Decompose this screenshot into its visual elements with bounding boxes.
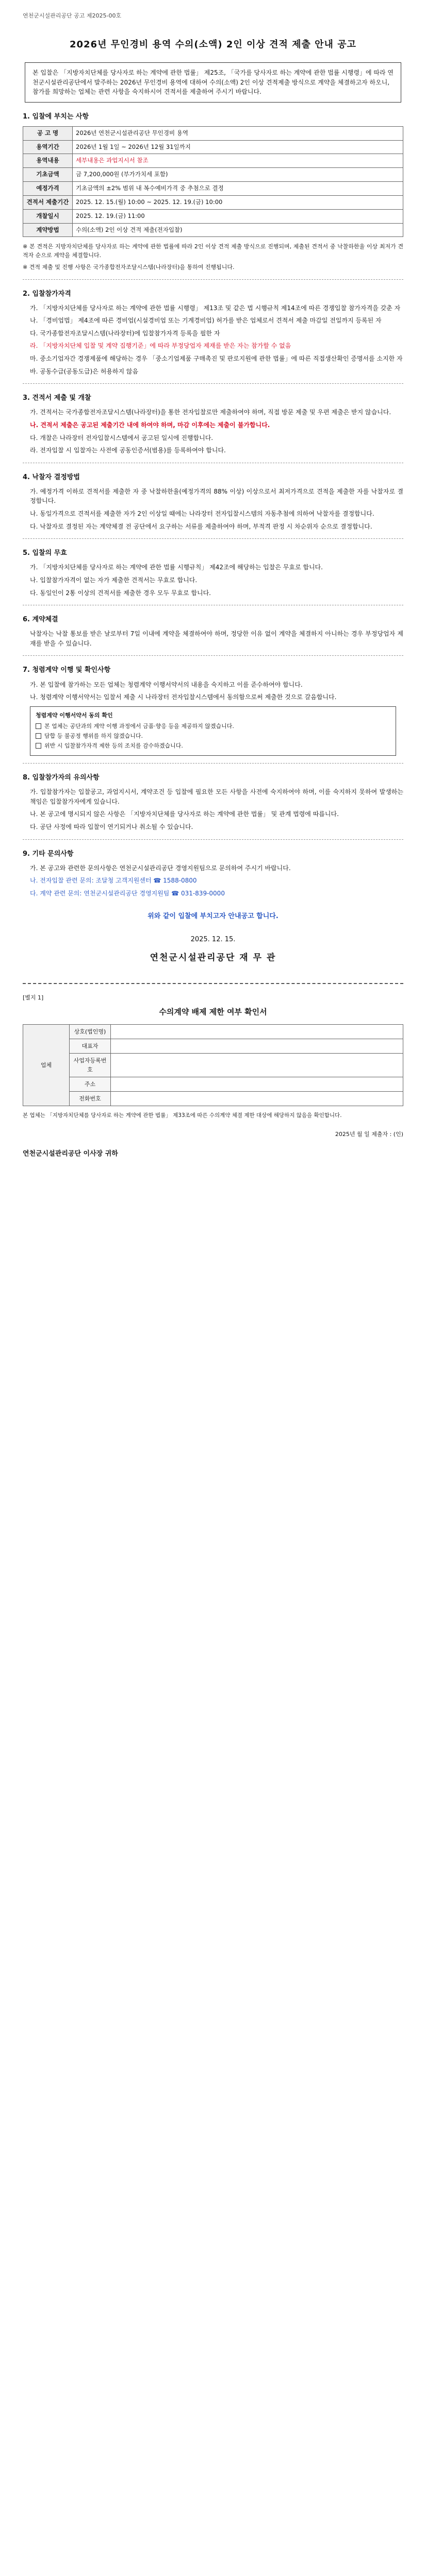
list-item: 다. 계약 관련 문의: 연천군시설관리공단 경영지원팀 ☎ 031-839-0000	[30, 889, 225, 897]
intro-box	[25, 62, 401, 103]
list-item: 가. 「지방자치단체를 당사자로 하는 계약에 관한 법률 시행령」 제13조 및 같은 법 시행규칙 제14조에 따른 경쟁입찰 참가자격을 갖춘 자	[30, 304, 401, 312]
form-sign-line: 2025년 월 일 제출자 : (인)	[335, 1130, 403, 1138]
table-row	[23, 209, 403, 223]
form-field-value[interactable]	[111, 1091, 403, 1106]
table-row	[23, 1091, 403, 1106]
table-row	[23, 1077, 403, 1091]
table-row	[23, 1025, 403, 1039]
section-title-6: 6. 계약체결	[23, 616, 58, 624]
row-label: 용역기간	[23, 140, 73, 154]
pledge-check-label: 위반 시 입찰참가자격 제한 등의 조치를 감수하겠습니다.	[44, 742, 183, 749]
row-label: 예정가격	[23, 182, 73, 196]
table-row	[23, 1039, 403, 1054]
list-item: 가. 예정가격 이하로 견적서를 제출한 자 중 낙찰하한율(예정가격의 88% 이상) 이상으로서 최저가격으로 견적을 제출한 자를 낙찰자로 결정합니다.	[30, 487, 403, 505]
row-value: 세부내용은 과업지시서 참조	[73, 154, 403, 168]
form-title: 수의계약 배제 제한 여부 확인서	[159, 1007, 267, 1017]
list-item: 가. 「지방자치단체를 당사자로 하는 계약에 관한 법률 시행규칙」 제42조에 해당하는 입찰은 무효로 합니다.	[30, 564, 323, 571]
list-item: 나. 견적서 제출은 공고된 제출기간 내에 하여야 하며, 마감 이후에는 제출이 불가합니다.	[30, 421, 270, 429]
list-item: 나. 입찰참가자격이 없는 자가 제출한 견적서는 무효로 합니다.	[30, 576, 198, 584]
section-title-9: 9. 기타 문의사항	[23, 850, 74, 858]
table-row	[23, 140, 403, 154]
form-group-label: 업체	[23, 1025, 70, 1106]
list-item: 가. 본 입찰에 참가하는 모든 업체는 청렴계약 이행서약서의 내용을 숙지하고 이를 준수하여야 합니다.	[30, 681, 303, 688]
document-page	[0, 0, 426, 1180]
notice-number: 연천군시설관리공단 공고 제2025-00호	[23, 12, 122, 19]
form-table	[23, 1024, 403, 1106]
cut-line	[23, 983, 403, 984]
section1-note: ※ 견적 제출 및 진행 사항은 국가종합전자조달시스템(나라장터)을 통하여 진행됩니다.	[23, 264, 235, 271]
pledge-heading: 청렴계약 이행서약서 동의 확인	[36, 711, 113, 719]
form-field-value[interactable]	[111, 1039, 403, 1054]
row-value: 2025. 12. 19.(금) 11:00	[73, 209, 403, 223]
row-label: 견적서 제출기간	[23, 195, 73, 209]
pledge-check-row	[36, 722, 390, 731]
list-item: 나. 「경비업법」 제4조에 따른 경비업(시설경비업 또는 기계경비업) 허가를 받은 업체로서 견적서 제출 마감일 전일까지 등록된 자	[30, 317, 382, 325]
section-title-1: 1. 입찰에 부치는 사항	[23, 112, 89, 121]
divider	[23, 538, 403, 539]
row-label: 계약방법	[23, 223, 73, 237]
list-item: 다. 동일인이 2통 이상의 견적서를 제출한 경우 모두 무효로 합니다.	[30, 589, 211, 597]
form-field-label: 전화번호	[70, 1091, 111, 1106]
row-value: 금 7,200,000원 (부가가치세 포함)	[73, 168, 403, 182]
list-item: 다. 국가종합전자조달시스템(나라장터)에 입찰참가자격 등록을 필한 자	[30, 329, 220, 337]
section-title-3: 3. 견적서 제출 및 개찰	[23, 394, 91, 402]
table-row	[23, 223, 403, 237]
list-item: 나. 동일가격으로 견적서를 제출한 자가 2인 이상일 때에는 나라장터 전자입찰시스템의 자동추첨에 의하여 낙찰자를 결정합니다.	[30, 510, 374, 518]
page-title: 2026년 무인경비 용역 수의(소액) 2인 이상 견적 제출 안내 공고	[69, 39, 356, 50]
section6-body: 낙찰자는 낙찰 통보를 받은 날로부터 7일 이내에 계약을 체결하여야 하며, 정당한 이유 없이 계약을 체결하지 아니하는 경우 부정당업자 제재를 받을 수 있습니다.	[30, 630, 403, 647]
table-row	[23, 168, 403, 182]
form-field-value[interactable]	[111, 1077, 403, 1091]
row-label: 개찰일시	[23, 209, 73, 223]
section-title-7: 7. 청렴계약 이행 및 확인사항	[23, 666, 111, 674]
list-item: 가. 본 공고와 관련한 문의사항은 연천군시설관리공단 경영지원팀으로 문의하여 주시기 바랍니다.	[30, 864, 291, 872]
form-field-label: 사업자등록번호	[70, 1054, 111, 1077]
pledge-check-row	[36, 741, 390, 750]
list-item: 마. 중소기업자간 경쟁제품에 해당하는 경우 「중소기업제품 구매촉진 및 판로지원에 관한 법률」에 따른 직접생산확인 증명서를 소지한 자	[30, 355, 403, 363]
section-title-8: 8. 입찰참가자의 유의사항	[23, 774, 100, 782]
list-item: 나. 전자입찰 관련 문의: 조달청 고객지원센터 ☎ 1588-0800	[30, 877, 197, 885]
section-title-4: 4. 낙찰자 결정방법	[23, 473, 80, 481]
list-item: 가. 견적서는 국가종합전자조달시스템(나라장터)을 통한 전자입찰로만 제출하여야 하며, 직접 방문 제출 및 우편 제출은 받지 않습니다.	[30, 409, 391, 416]
divider	[23, 839, 403, 840]
row-label: 용역내용	[23, 154, 73, 168]
form-field-label: 대표자	[70, 1039, 111, 1054]
pledge-check-row	[36, 732, 390, 740]
form-note: 본 업체는 「지방자치단체를 당사자로 하는 계약에 관한 법률」 제33조에 따른 수의계약 체결 제한 대상에 해당하지 않음을 확인합니다.	[23, 1112, 342, 1118]
list-item: 바. 공동수급(공동도급)은 허용하지 않음	[30, 367, 139, 375]
form-field-label: 주소	[70, 1077, 111, 1091]
list-item: 다. 낙찰자로 결정된 자는 계약체결 전 공단에서 요구하는 서류를 제출하여야 하며, 부적격 판정 시 차순위자 순으로 결정합니다.	[30, 522, 372, 530]
row-value: 2026년 연천군시설관리공단 무인경비 용역	[73, 126, 403, 140]
list-item: 가. 입찰참가자는 입찰공고, 과업지시서, 계약조건 등 입찰에 필요한 모든 사항을 사전에 숙지하여야 하며, 이를 숙지하지 못하여 발생하는 책임은 입찰참가자에게 있습니다.	[30, 788, 403, 805]
form-field-value[interactable]	[111, 1025, 403, 1039]
table-row	[23, 1054, 403, 1077]
row-value: 2025. 12. 15.(월) 10:00 ~ 2025. 12. 19.(금) 10:00	[73, 195, 403, 209]
pledge-check-label: 담합 등 불공정 행위를 하지 않겠습니다.	[44, 732, 143, 739]
list-item: 다. 개찰은 나라장터 전자입찰시스템에서 공고된 일시에 진행합니다.	[30, 434, 214, 442]
list-item: 라. 전자입찰 시 입찰자는 사전에 공동인증서(범용)를 등록하여야 합니다.	[30, 447, 226, 454]
divider	[23, 383, 403, 384]
pledge-box	[30, 706, 396, 756]
signer: 연천군시설관리공단 재 무 관	[150, 952, 276, 963]
row-label: 기초금액	[23, 168, 73, 182]
pledge-check-label: 본 업체는 공단과의 계약 이행 과정에서 금품·향응 등을 제공하지 않겠습니다.	[44, 722, 234, 730]
checkbox[interactable]	[36, 733, 41, 739]
row-value: 수의(소액) 2인 이상 견적 제출(전자입찰)	[73, 223, 403, 237]
row-value: 기초금액의 ±2% 범위 내 복수예비가격 중 추첨으로 결정	[73, 182, 403, 196]
section-title-5: 5. 입찰의 무효	[23, 549, 67, 557]
divider	[23, 655, 403, 656]
form-field-value[interactable]	[111, 1054, 403, 1077]
table-row	[23, 182, 403, 196]
section-title-2: 2. 입찰참가자격	[23, 290, 71, 298]
table-row	[23, 195, 403, 209]
notice-date: 2025. 12. 15.	[190, 935, 236, 943]
list-item: 나. 본 공고에 명시되지 않은 사항은 「지방자치단체를 당사자로 하는 계약에 관한 법률」 및 관계 법령에 따릅니다.	[30, 810, 339, 818]
table-row	[23, 154, 403, 168]
form-recipient: 연천군시설관리공단 이사장 귀하	[23, 1149, 118, 1158]
checkbox[interactable]	[36, 723, 41, 729]
row-label: 공 고 명	[23, 126, 73, 140]
checkbox[interactable]	[36, 743, 41, 749]
intro-text: 본 입찰은 「지방자치단체를 당사자로 하는 계약에 관한 법률」 제25조, 「국가를 당사자로 하는 계약에 관한 법률 시행령」에 따라 연천군시설관리공단에서 발주하는 2026년 무인경비 용역에 대하여 수의(소액) 2인 이상 견적제출 방식으로 계약을 체결하고자 하오니, 참가를 희망하는 업체는 관련 사항을 숙지하시어 견적서를 제출하여 주시기 바랍니다.	[32, 69, 394, 96]
divider	[23, 279, 403, 280]
list-item: 다. 공단 사정에 따라 입찰이 연기되거나 취소될 수 있습니다.	[30, 823, 193, 831]
list-item: 라. 「지방자치단체 입찰 및 계약 집행기준」에 따라 부정당업자 제재를 받은 자는 참가할 수 없음	[30, 342, 291, 350]
form-field-label: 상호(법인명)	[70, 1025, 111, 1039]
section1-note: ※ 본 견적은 지방자치단체를 당사자로 하는 계약에 관한 법률에 따라 2인 이상 견적 제출 방식으로 진행되며, 제출된 견적서 중 낙찰하한율 이상 최저가 견적자 순으로 계약을 체결합니다.	[23, 243, 403, 259]
closing-statement: 위와 같이 입찰에 부치고자 안내공고 합니다.	[148, 912, 278, 921]
table-row	[23, 126, 403, 140]
info-table	[23, 126, 403, 238]
list-item: 나. 청렴계약 이행서약서는 입찰서 제출 시 나라장터 전자입찰시스템에서 동의함으로써 제출한 것으로 갈음합니다.	[30, 693, 337, 701]
row-value: 2026년 1월 1일 ~ 2026년 12월 31일까지	[73, 140, 403, 154]
form-tag: [별지 1]	[23, 994, 44, 1002]
divider	[23, 763, 403, 764]
